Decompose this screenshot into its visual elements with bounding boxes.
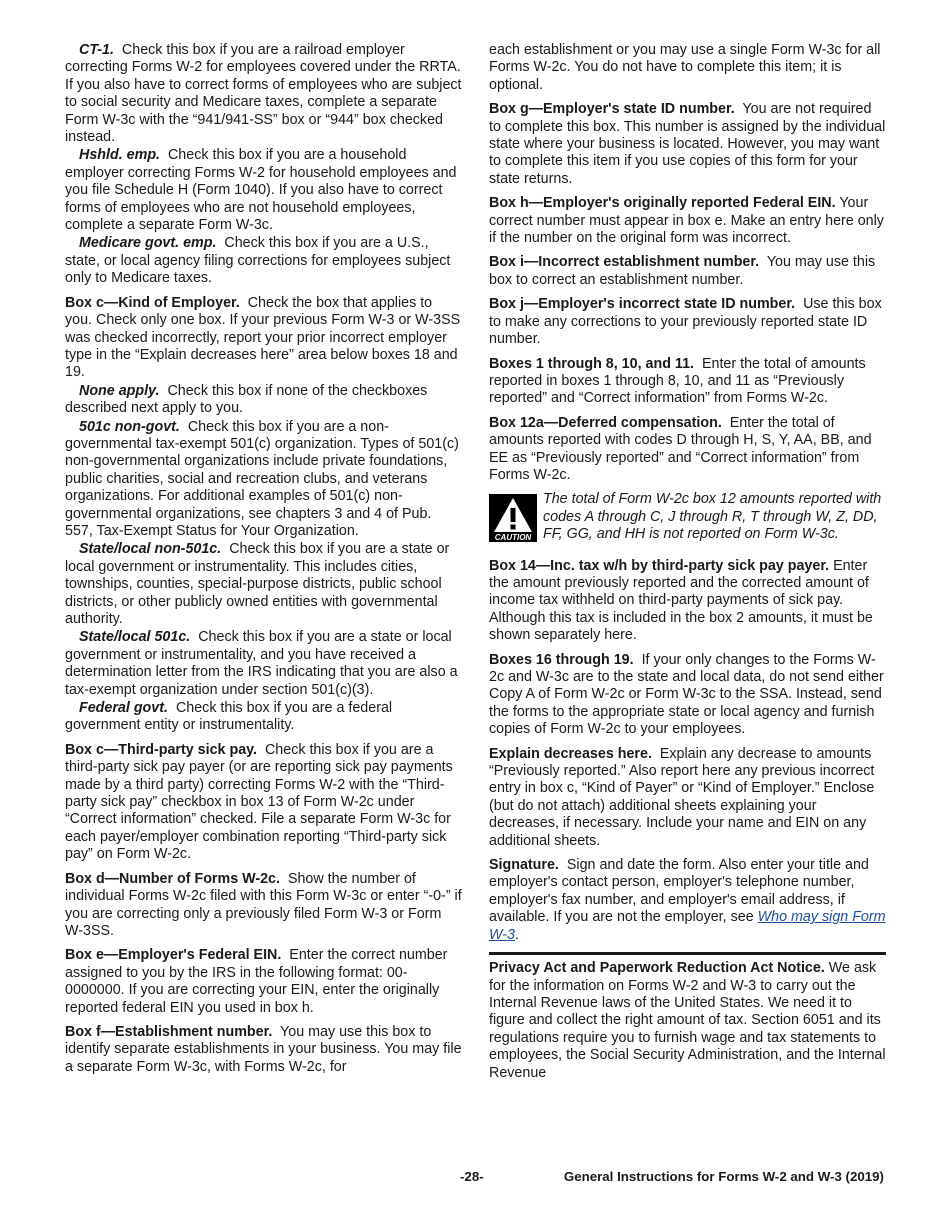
boxf-label: Box f—Establishment number. [65, 1023, 273, 1040]
boxg-label: Box g—Employer's state ID number. [489, 101, 735, 118]
box14-label: Box 14—Inc. tax w/h by third-party sick pay payer. [489, 557, 830, 574]
boxh-label: Box h—Employer's originally reported Federal EIN. [489, 195, 836, 212]
explain-decreases-text: Explain any decrease to amounts “Previously reported.” Also report here any previous incorrect entry in box c, “Kind of Payer” or “Kind of Employer.” Enclose (but do not attach) additional sheets explaining your decreases, if necessary. Include your name and EIN on any additional sheets. [489, 745, 875, 849]
boxi-label: Box i—Incorrect establishment number. [489, 254, 760, 271]
federal-govt-label: Federal govt. [79, 700, 168, 717]
boxf-paragraph [65, 1024, 462, 1076]
section-divider [489, 952, 886, 955]
caution-icon [489, 494, 537, 542]
federal-govt-paragraph [65, 700, 462, 735]
boxes1-8-label: Boxes 1 through 8, 10, and 11. [489, 355, 694, 372]
boxes1-8-paragraph [489, 356, 886, 408]
none-apply-paragraph [65, 383, 462, 418]
medicare-text: Check this box if you are a U.S., state, or local agency filing corrections for employees subject only to Medicare taxes. [65, 235, 451, 287]
c501-label: 501c non-govt. [79, 418, 180, 435]
boxc-paragraph [65, 295, 462, 382]
boxc-third-party-label: Box c—Third-party sick pay. [65, 741, 258, 758]
boxc-third-party-text: Check this box if you are a third-party sick pay payer (or are reporting sick pay payments made by a third party) correcting Forms W-2 with the “Third-party sick pay” checkbox in box 13 of Form W-2c under “Correct information” checked. File a separate Form W-3c for each payer/employer combination reporting “Third-party sick pay” on Form W-2c. [65, 741, 453, 863]
footer-title: General Instructions for Forms W-2 and W-3 (2019) [563, 1169, 884, 1184]
signature-paragraph [489, 857, 886, 944]
c501-paragraph [65, 419, 462, 541]
ct1-label: CT-1. [79, 42, 114, 58]
boxf-text: You may use this box to identify separate establishments in your business. You may file a separate Form W-3c, with Forms W-2c, for [65, 1023, 462, 1075]
boxi-text: You may use this box to correct an establishment number. [489, 254, 876, 288]
ct1-text: Check this box if you are a railroad employer correcting Forms W-2 for employees covered under the RRTA. If you also have to correct forms of employees who are subject to social security and Medicare taxes, complete a separate Form W-3c with the “941/941-SS” box or “944” box checked instead. [65, 42, 462, 146]
boxd-text: Show the number of individual Forms W-2c filed with this Form W-3c or enter “-0-” if you are correcting only a previously filed Form W-3 or Form W-3SS. [65, 870, 462, 939]
page-number: -28- [460, 1169, 484, 1184]
box12a-label: Box 12a—Deferred compensation. [489, 414, 722, 431]
boxes16-19-paragraph [489, 652, 886, 739]
box14-paragraph [489, 558, 886, 645]
who-may-sign-link[interactable]: Who may sign Form W-3 [489, 909, 886, 943]
box14-text: Enter the amount previously reported and the corrected amount of income tax withheld on third-party payments of sick pay. Although this tax is included in the box 2 amounts, it must be shown separately here. [489, 557, 873, 644]
privacy-paragraph [489, 960, 886, 1082]
medicare-label: Medicare govt. emp. [79, 235, 217, 252]
state-local-501c-paragraph [65, 629, 462, 699]
signature-label: Signature. [489, 857, 559, 874]
caution-text: The total of Form W-2c box 12 amounts reported with codes A through C, J through R, T through W, Z, DD, FF, GG, and HH is not reported on Form W-3c. [543, 491, 882, 543]
c501-text: Check this box if you are a non-governmental tax-exempt 501(c) organization. Types of 501(c) non-governmental organizations include private foundations, public charities, social and recreation clubs, and veterans organizations. For additional examples of 501(c) non-governmental organizations, see chapters 3 and 4 of Pub. 557, Tax-Exempt Status for Your Organization. [65, 418, 459, 539]
caution-word: CAUTION [494, 533, 532, 543]
boxf-continued-paragraph [489, 42, 886, 94]
signature-end: . [514, 926, 519, 943]
explain-decreases-label: Explain decreases here. [489, 745, 652, 762]
boxe-label: Box e—Employer's Federal EIN. [65, 947, 282, 964]
boxi-paragraph [489, 254, 886, 289]
boxg-paragraph [489, 101, 886, 188]
boxh-paragraph [489, 195, 886, 247]
boxc-third-party-paragraph [65, 742, 462, 864]
boxes16-19-label: Boxes 16 through 19. [489, 651, 634, 668]
ct1-paragraph [65, 42, 462, 146]
box12a-text: Enter the total of amounts reported with codes D through H, S, Y, AA, BB, and EE as “Previously reported” and “Correct information” from Forms W-2c. [489, 414, 872, 483]
boxc-text: Check the box that applies to you. Check only one box. If your previous Form W-3 or W-3SS was checked incorrectly, report your prior incorrect employer type in the “Explain decreases here” area below boxes 18 and 19. [65, 294, 461, 381]
state-local-non501c-paragraph [65, 541, 462, 628]
boxf-continued-text: each establishment or you may use a single Form W-3c for all Forms W-2c. You do not have to complete this item; it is optional. [489, 42, 881, 93]
medicare-paragraph [65, 235, 462, 287]
boxe-text: Enter the correct number assigned to you by the IRS in the following format: 00-0000000. If you are correcting your EIN, enter the originally reported federal EIN you used in box h. [65, 947, 448, 1016]
box12a-paragraph [489, 415, 886, 485]
state-local-501c-label: State/local 501c. [79, 629, 191, 646]
state-local-non501c-text: Check this box if you are a state or local government or instrumentality. This includes cities, townships, counties, special-purpose districts, public school districts, or other publicly owned entities with governmental authority. [65, 541, 450, 627]
federal-govt-text: Check this box if you are a federal government entity or instrumentality. [65, 700, 393, 734]
boxc-label: Box c—Kind of Employer. [65, 294, 240, 311]
boxj-label: Box j—Employer's incorrect state ID number. [489, 296, 796, 313]
none-apply-text: Check this box if none of the checkboxes described next apply to you. [65, 382, 428, 417]
caution-note [489, 491, 886, 543]
boxg-text: You are not required to complete this box. This number is assigned by the individual state where your business is located. However, you may want to complete this item if you use copies of this form for your state returns. [489, 101, 886, 187]
hshld-text: Check this box if you are a household employer correcting Forms W-2 for household employees and you file Schedule H (Form 1040). If you also have to correct forms of employees who are not household employees, complete a separate Form W-3c. [65, 147, 457, 234]
signature-text: Sign and date the form. Also enter your title and employer's contact person, employer's telephone number, employer's fax number, and employer's email address, if available. If you are not the employer, see [489, 857, 869, 926]
state-local-501c-text: Check this box if you are a state or local government or instrumentality, and you have received a determination letter from the IRS indicating that you are also a tax-exempt organization under section 501(c)(3). [65, 629, 458, 698]
privacy-text: We ask for the information on Forms W-2 and W-3 to carry out the Internal Revenue laws of the United States. We need it to figure and collect the right amount of tax. Section 6051 and its regulations require you to furnish wage and tax statements to employees, the Social Security Administration, and the Internal Revenue [489, 960, 886, 1081]
boxj-text: Use this box to make any corrections to your previously reported state ID number. [489, 296, 882, 348]
left-column [65, 42, 462, 1083]
privacy-label: Privacy Act and Paperwork Reduction Act Notice. [489, 960, 825, 977]
boxd-paragraph [65, 871, 462, 941]
hshld-label: Hshld. emp. [79, 147, 161, 164]
right-column [489, 42, 886, 1089]
none-apply-label: None apply. [79, 382, 160, 399]
boxd-label: Box d—Number of Forms W-2c. [65, 870, 280, 887]
explain-decreases-paragraph [489, 746, 886, 850]
boxes1-8-text: Enter the total of amounts reported in boxes 1 through 8, 10, and 11 as “Previously reported” and “Correct information” from Forms W-2c. [489, 355, 866, 407]
boxh-text: Your correct number must appear in box e. Make an entry here only if the number on the original form was incorrect. [489, 195, 884, 247]
state-local-non501c-label: State/local non-501c. [79, 541, 222, 558]
boxe-paragraph [65, 947, 462, 1017]
boxj-paragraph [489, 296, 886, 348]
hshld-paragraph [65, 147, 462, 234]
boxes16-19-text: If your only changes to the Forms W-2c and W-3c are to the state and local data, do not send either Copy A of Form W-2c or Form W-3c to the SSA. Instead, send the forms to the appropriate state or local agency and furnish copies of Form W-2c to your employees. [489, 651, 884, 738]
